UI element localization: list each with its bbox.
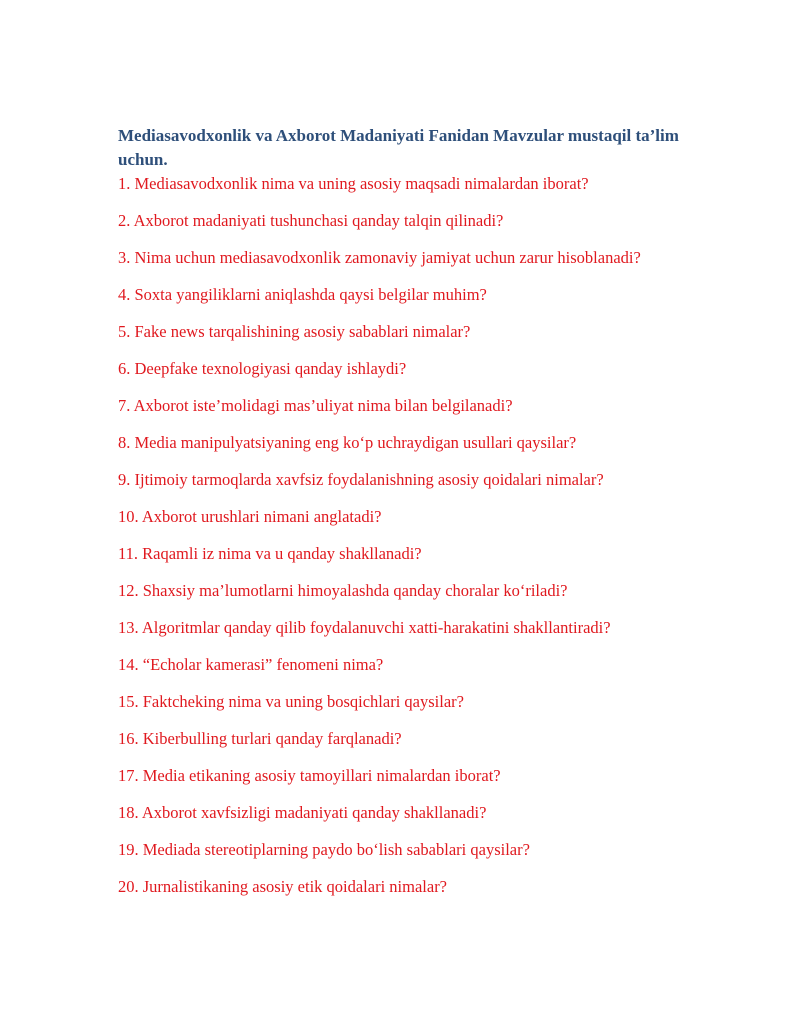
document-heading: Mediasavodxonlik va Axborot Madaniyati Fanidan Mavzular mustaqil ta’lim uchun. — [118, 126, 679, 169]
question-item: 6. Deepfake texnologiyasi qanday ishlaydi? — [118, 359, 407, 378]
question-item: 11. Raqamli iz nima va u qanday shakllanadi? — [118, 544, 422, 563]
question-item: 5. Fake news tarqalishining asosiy sabablari nimalar? — [118, 322, 471, 341]
document-content — [118, 124, 688, 912]
question-item: 13. Algoritmlar qanday qilib foydalanuvchi xatti-harakatini shakllantiradi? — [118, 618, 611, 637]
question-item: 12. Shaxsiy ma’lumotlarni himoyalashda qanday choralar ko‘riladi? — [118, 581, 568, 600]
question-item: 8. Media manipulyatsiyaning eng ko‘p uchraydigan usullari qaysilar? — [118, 433, 577, 452]
question-item: 4. Soxta yangiliklarni aniqlashda qaysi belgilar muhim? — [118, 285, 487, 304]
question-item: 1. Mediasavodxonlik nima va uning asosiy maqsadi nimalardan iborat? — [118, 174, 589, 193]
question-item: 2. Axborot madaniyati tushunchasi qanday talqin qilinadi? — [118, 211, 504, 230]
question-item: 16. Kiberbulling turlari qanday farqlanadi? — [118, 729, 402, 748]
question-item: 10. Axborot urushlari nimani anglatadi? — [118, 507, 382, 526]
question-item: 14. “Echolar kamerasi” fenomeni nima? — [118, 655, 384, 674]
question-item: 9. Ijtimoiy tarmoqlarda xavfsiz foydalanishning asosiy qoidalari nimalar? — [118, 470, 604, 489]
question-item: 20. Jurnalistikaning asosiy etik qoidalari nimalar? — [118, 877, 448, 896]
question-item: 15. Faktcheking nima va uning bosqichlari qaysilar? — [118, 692, 464, 711]
question-item: 18. Axborot xavfsizligi madaniyati qanday shakllanadi? — [118, 803, 487, 822]
question-list — [118, 172, 688, 898]
question-item: 19. Mediada stereotiplarning paydo bo‘lish sabablari qaysilar? — [118, 840, 530, 859]
question-item: 3. Nima uchun mediasavodxonlik zamonaviy jamiyat uchun zarur hisoblanadi? — [118, 248, 641, 267]
question-item: 7. Axborot iste’molidagi mas’uliyat nima bilan belgilanadi? — [118, 396, 513, 415]
question-item: 17. Media etikaning asosiy tamoyillari nimalardan iborat? — [118, 766, 501, 785]
